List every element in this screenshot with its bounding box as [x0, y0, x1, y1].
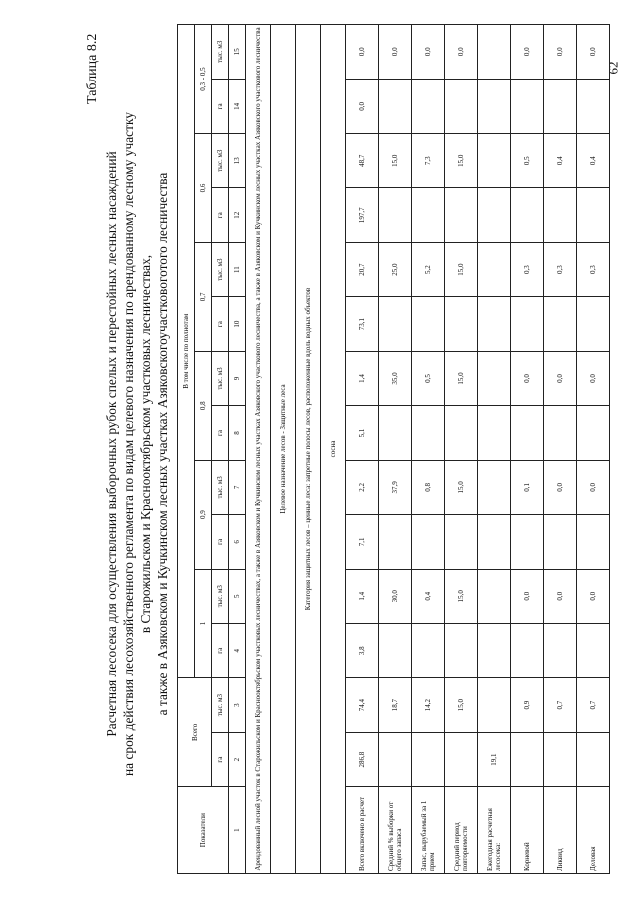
- row-label: Всего включено в расчет: [346, 787, 379, 874]
- table-cell: 0,3: [511, 242, 544, 296]
- unit-row: [212, 25, 229, 874]
- col-num: 13: [229, 134, 246, 188]
- table-cell: 197,7: [346, 188, 379, 242]
- table-cell: [412, 406, 445, 460]
- table-cell: [577, 297, 610, 351]
- col-num: 9: [229, 351, 246, 405]
- table-cell: [379, 623, 412, 677]
- table-cell: 2,2: [346, 460, 379, 514]
- table-cell: 7,1: [346, 515, 379, 569]
- col-num: 14: [229, 79, 246, 133]
- table-cell: [379, 515, 412, 569]
- table-cell: [577, 732, 610, 786]
- col-num: 3: [229, 678, 246, 732]
- table-cell: [511, 79, 544, 133]
- table-label: Таблица 8.2: [85, 33, 100, 104]
- table-cell: [511, 188, 544, 242]
- col-num: 7: [229, 460, 246, 514]
- table-cell: [577, 406, 610, 460]
- table-cell: [478, 515, 511, 569]
- table-cell: 3,8: [346, 623, 379, 677]
- header-indicators: Показатели: [178, 787, 229, 874]
- section-row: Целевое назначение лесов - Защитные леса: [271, 25, 296, 874]
- header-density: 1: [195, 569, 212, 678]
- table-cell: [445, 732, 478, 786]
- table-cell: 0,0: [544, 569, 577, 623]
- col-num: 8: [229, 406, 246, 460]
- title-line: а также в Азяковском и Кучкинском лесных участках Азяковскогоучастковоготого лесничества: [155, 172, 170, 716]
- table-cell: 0,4: [412, 569, 445, 623]
- table-cell: [577, 515, 610, 569]
- table-cell: 0,7: [577, 678, 610, 732]
- row-label: Деловая: [577, 787, 610, 874]
- table-cell: 0,7: [544, 678, 577, 732]
- data-rows: [346, 25, 610, 874]
- table-cell: 0,0: [445, 25, 478, 80]
- title-line: Расчетная лесосека для осуществления выборочных рубок спелых и перестойных лесных насаждений: [104, 151, 119, 737]
- title-line: в Старожильском и Краснооктябрьском участковых лесничествах,: [138, 254, 153, 634]
- table-cell: 7,3: [412, 134, 445, 188]
- table-row: [379, 25, 412, 874]
- table-cell: 15,0: [445, 678, 478, 732]
- unit-m3: тыс. м3: [212, 678, 229, 732]
- col-num: 11: [229, 242, 246, 296]
- species-row: сосна: [321, 25, 346, 874]
- table-cell: [511, 623, 544, 677]
- unit-m3: тыс. м3: [212, 569, 229, 623]
- row-label: Корневой: [511, 787, 544, 874]
- table-cell: 0,9: [511, 678, 544, 732]
- table-cell: [412, 732, 445, 786]
- table-cell: 5,1: [346, 406, 379, 460]
- unit-ha: га: [212, 406, 229, 460]
- row-label: Ежегодная расчетная лесосека:: [478, 787, 511, 874]
- table-cell: 37,9: [379, 460, 412, 514]
- table-cell: [379, 188, 412, 242]
- col-num: 4: [229, 623, 246, 677]
- table-cell: 0,4: [577, 134, 610, 188]
- table-row: [577, 25, 610, 874]
- table-cell: 15,0: [379, 134, 412, 188]
- rotated-page-content: [85, 24, 597, 874]
- col-num: 15: [229, 25, 246, 80]
- header-density: 0,3 - 0,5: [195, 25, 212, 134]
- col-num: 6: [229, 515, 246, 569]
- table-cell: 48,7: [346, 134, 379, 188]
- table-cell: [445, 515, 478, 569]
- unit-ha: га: [212, 188, 229, 242]
- unit-ha: га: [212, 623, 229, 677]
- column-number-row: [229, 25, 246, 874]
- table-cell: 0,3: [577, 242, 610, 296]
- table-cell: [544, 623, 577, 677]
- table-cell: [544, 79, 577, 133]
- table-cell: 0,0: [412, 25, 445, 80]
- section-row: Арендованный лесной участок в Старожильском и Краснооктябрьском участковых лесничествах, а также в Азяковском и Кучкинском лесных участках Азяковского участкового лесничества, а также в Азяковском и Кучкинском лесных участках Азяковского участкового лесничества: [246, 25, 271, 874]
- row-label: Средний % выборки от общего запаса: [379, 787, 412, 874]
- table-cell: 0,0: [577, 460, 610, 514]
- table-cell: [544, 297, 577, 351]
- table-cell: [577, 79, 610, 133]
- table-cell: 20,7: [346, 242, 379, 296]
- header-density: 0,9: [195, 460, 212, 569]
- table-cell: [478, 623, 511, 677]
- row-label: Запас, вырубаемый за 1 прием: [412, 787, 445, 874]
- table-cell: [379, 406, 412, 460]
- table-cell: [445, 623, 478, 677]
- table-cell: 0,0: [346, 25, 379, 80]
- table-cell: [478, 297, 511, 351]
- table-cell: 18,7: [379, 678, 412, 732]
- table-cell: 0,0: [544, 25, 577, 80]
- table-cell: [577, 188, 610, 242]
- table-cell: [445, 297, 478, 351]
- unit-ha: га: [212, 515, 229, 569]
- lesoseka-table: [177, 24, 610, 874]
- table-row: [445, 25, 478, 874]
- table-cell: [478, 678, 511, 732]
- table-row: [544, 25, 577, 874]
- table-cell: 0,5: [511, 134, 544, 188]
- table-cell: [544, 406, 577, 460]
- unit-ha: га: [212, 732, 229, 786]
- table-cell: [478, 569, 511, 623]
- table-cell: 0,0: [577, 25, 610, 80]
- table-cell: [478, 242, 511, 296]
- col-num: 5: [229, 569, 246, 623]
- table-cell: 0,0: [577, 569, 610, 623]
- title-line: на срок действия лесохозяйственного регламента по видам целевого назначения по арендованному лесному участку: [121, 112, 136, 776]
- table-cell: [544, 515, 577, 569]
- table-cell: 15,0: [445, 569, 478, 623]
- table-cell: [379, 79, 412, 133]
- table-cell: 15,0: [445, 351, 478, 405]
- unit-m3: тыс. м3: [212, 25, 229, 80]
- col-num: 2: [229, 732, 246, 786]
- col-num: 12: [229, 188, 246, 242]
- row-label: Ликвид: [544, 787, 577, 874]
- table-row: [511, 25, 544, 874]
- table-cell: [511, 732, 544, 786]
- table-cell: 15,0: [445, 134, 478, 188]
- table-cell: [511, 406, 544, 460]
- table-cell: 0,1: [511, 460, 544, 514]
- col-num: 1: [229, 787, 246, 874]
- table-cell: [478, 406, 511, 460]
- header-total: Всего: [178, 678, 212, 787]
- table-cell: 15,0: [445, 460, 478, 514]
- header-including: В том числе по полнотам: [178, 25, 195, 678]
- unit-m3: тыс. м3: [212, 242, 229, 296]
- table-cell: [478, 134, 511, 188]
- table-cell: [478, 25, 511, 80]
- table-row: [346, 25, 379, 874]
- table-cell: [412, 515, 445, 569]
- table-cell: [445, 188, 478, 242]
- unit-m3: тыс. м3: [212, 351, 229, 405]
- table-cell: 1,4: [346, 351, 379, 405]
- table-cell: 0,0: [511, 569, 544, 623]
- unit-m3: тыс. м3: [212, 460, 229, 514]
- table-cell: [412, 188, 445, 242]
- table-cell: 74,4: [346, 678, 379, 732]
- table-cell: [511, 297, 544, 351]
- unit-m3: тыс. м3: [212, 134, 229, 188]
- table-cell: 0,0: [511, 25, 544, 80]
- table-cell: 35,0: [379, 351, 412, 405]
- page-number: 62: [605, 61, 621, 75]
- table-cell: 15,0: [445, 242, 478, 296]
- table-cell: 0,0: [577, 351, 610, 405]
- table-cell: 0,0: [544, 351, 577, 405]
- table-cell: [478, 351, 511, 405]
- table-cell: 25,0: [379, 242, 412, 296]
- unit-ha: га: [212, 79, 229, 133]
- table-cell: 14,2: [412, 678, 445, 732]
- col-num: 10: [229, 297, 246, 351]
- table-cell: 0,4: [544, 134, 577, 188]
- table-cell: 0,0: [346, 79, 379, 133]
- table-cell: [379, 297, 412, 351]
- table-cell: [544, 732, 577, 786]
- table-cell: [511, 515, 544, 569]
- table-cell: [412, 79, 445, 133]
- table-cell: 5,2: [412, 242, 445, 296]
- header-density: 0,6: [195, 134, 212, 243]
- header-density: 0,8: [195, 351, 212, 460]
- table-cell: 0,0: [511, 351, 544, 405]
- table-cell: [544, 188, 577, 242]
- table-cell: 1,4: [346, 569, 379, 623]
- table-cell: [478, 460, 511, 514]
- table-cell: 0,0: [379, 25, 412, 80]
- table-cell: 0,3: [544, 242, 577, 296]
- table-cell: [478, 79, 511, 133]
- table-row: [412, 25, 445, 874]
- table-cell: [412, 623, 445, 677]
- table-cell: [445, 79, 478, 133]
- table-cell: 19,1: [478, 732, 511, 786]
- table-cell: [478, 188, 511, 242]
- table-cell: 73,1: [346, 297, 379, 351]
- table-cell: [412, 297, 445, 351]
- table-cell: [379, 732, 412, 786]
- row-label: Средний период повторяемости: [445, 787, 478, 874]
- table-cell: 286,8: [346, 732, 379, 786]
- table-cell: 30,0: [379, 569, 412, 623]
- table-cell: 0,0: [544, 460, 577, 514]
- table-cell: 0,8: [412, 460, 445, 514]
- section-row: Категория защитных лесов – ценные леса: запретные полосы лесов, расположенные вдоль водных объектов: [296, 25, 321, 874]
- table-cell: [445, 406, 478, 460]
- header-density: 0,7: [195, 242, 212, 351]
- table-cell: 0,5: [412, 351, 445, 405]
- table-cell: [577, 623, 610, 677]
- table-title: [103, 54, 171, 834]
- unit-ha: га: [212, 297, 229, 351]
- table-row: [478, 25, 511, 874]
